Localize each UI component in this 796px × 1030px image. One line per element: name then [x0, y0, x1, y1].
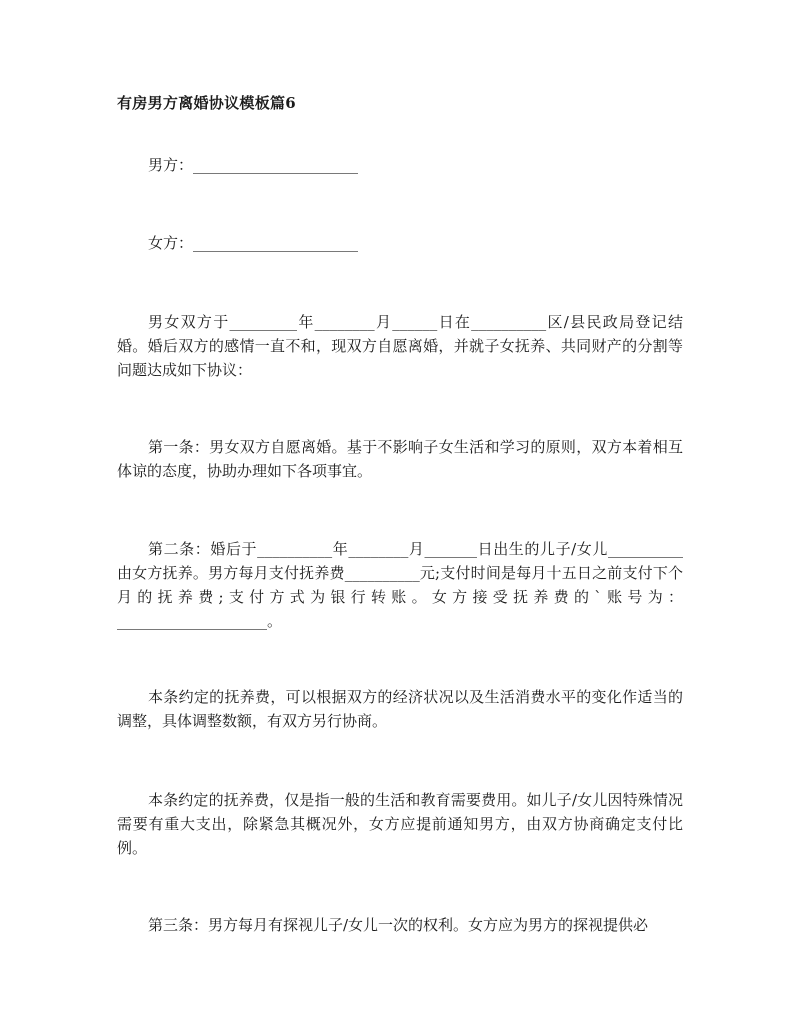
paragraph-support-adjustment: 本条约定的抚养费，可以根据双方的经济状况以及生活消费水平的变化作适当的调整，具体调整数额，有双方另行协商。 [117, 688, 683, 730]
paragraph-article-1: 第一条：男女双方自愿离婚。基于不影响子女生活和学习的原则，双方本着相互体谅的态度，协助办理如下各项事宜。 [117, 438, 683, 480]
paragraph-article-3: 第三条：男方每月有探视儿子/女儿一次的权利。女方应为男方的探视提供必 [148, 916, 649, 934]
document-title: 有房男方离婚协议模板篇6 [117, 94, 297, 112]
husband-field: 男方：______________________ [148, 156, 359, 174]
paragraph-marriage-registration: 男女双方于_________年________月______日在__________区/县民政局登记结婚。婚后双方的感情一直不和，现双方自愿离婚，并就子女抚养、共同财产的分割等问题达成如下协议： [117, 313, 683, 379]
paragraph-article-2: 第二条：婚后于__________年________月_______日出生的儿子/女儿__________由女方抚养。男方每月支付抚养费__________元;支付时间是每月十五日之前支付下个月的抚养费;支付方式为银行转账。女方接受抚养费的`账号为：____________________。 [117, 540, 683, 630]
paragraph-support-scope: 本条约定的抚养费，仅是指一般的生活和教育需要费用。如儿子/女儿因特殊情况需要有重大支出，除紧急其概况外，女方应提前通知男方，由双方协商确定支付比例。 [117, 791, 683, 857]
wife-field: 女方：______________________ [148, 234, 359, 252]
